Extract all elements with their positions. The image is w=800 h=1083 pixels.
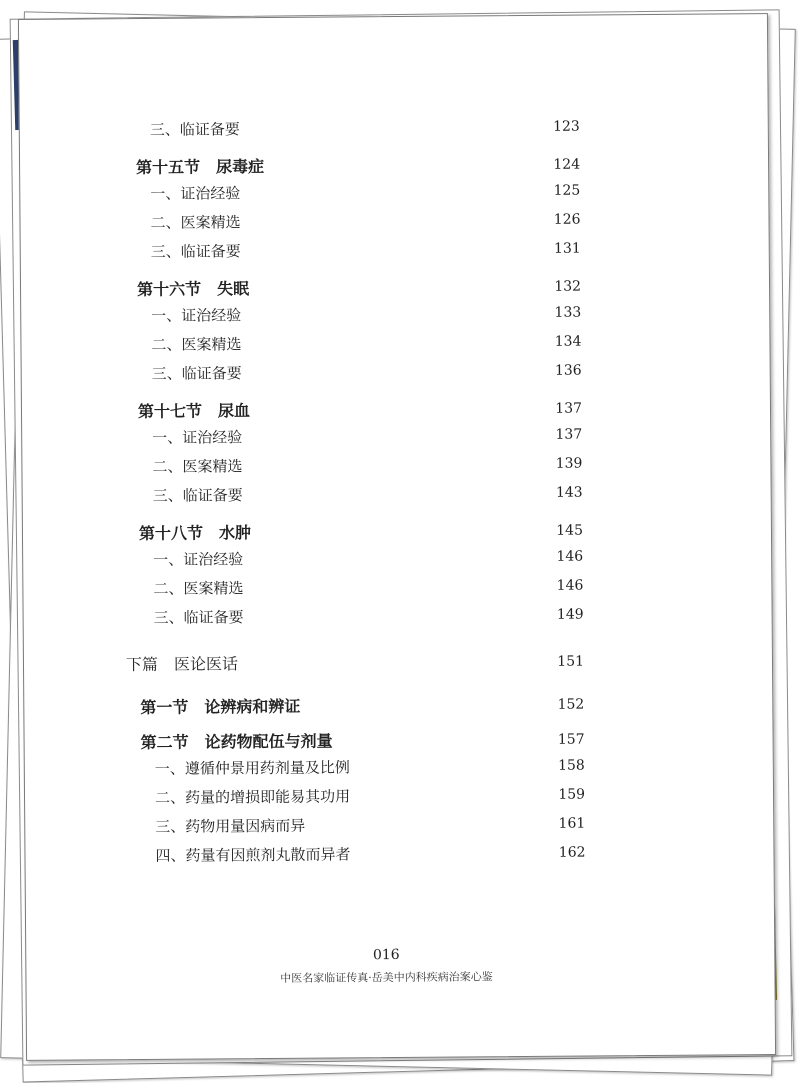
- toc-entry-page: 124: [553, 156, 581, 173]
- toc-subentry: [22, 423, 582, 451]
- toc-subentry: [23, 481, 583, 509]
- toc-entry-page: 126: [553, 211, 581, 228]
- toc-subentry: [23, 545, 583, 573]
- toc-entry-title: 第十六节 失眠: [136, 279, 250, 300]
- toc-entry-title: 第十七节 尿血: [137, 401, 251, 422]
- toc-entry-title: 一、证治经验: [151, 306, 242, 325]
- toc-entry-title: 第二节 论药物配伍与剂量: [140, 731, 333, 753]
- toc-subentry: [21, 237, 581, 265]
- toc-part-entry: [24, 650, 584, 678]
- toc-entry-page: 162: [558, 844, 586, 861]
- page-number: 016: [372, 946, 400, 964]
- toc-entry-page: 133: [554, 304, 582, 321]
- toc-section-entry: [20, 153, 580, 181]
- toc-subentry: [25, 812, 585, 840]
- toc-entry-title: 一、遵循仲景用药剂量及比例: [154, 758, 350, 778]
- toc-entry-title: 第十八节 水肿: [138, 523, 252, 544]
- toc-entry-title: 第十五节 尿毒症: [136, 157, 265, 178]
- toc-entry-page: 159: [558, 786, 586, 803]
- toc-entry-page: 152: [557, 696, 585, 713]
- toc-subentry: [24, 603, 584, 631]
- toc-entry-page: 134: [554, 333, 582, 350]
- toc-entry-title: 三、临证备要: [153, 608, 244, 627]
- toc-entry-title: 第一节 论辨病和辨证: [140, 696, 301, 718]
- toc-section-entry: [21, 275, 581, 303]
- toc-entry-title: 三、临证备要: [150, 242, 241, 261]
- toc-subentry: [21, 330, 581, 358]
- toc-entry-page: 131: [553, 240, 581, 257]
- toc-entry-page: 146: [556, 577, 584, 594]
- toc-entry-page: 143: [555, 484, 583, 501]
- toc-subentry: [20, 179, 580, 207]
- toc-subentry: [25, 754, 585, 782]
- toc-subentry: [25, 841, 585, 869]
- toc-subentry: [20, 115, 580, 143]
- toc-entry-page: 125: [553, 182, 581, 199]
- toc-entry-page: 132: [554, 278, 582, 295]
- document-page: [18, 13, 776, 1061]
- toc-section-entry: [25, 728, 585, 756]
- toc-entry-title: 一、证治经验: [153, 550, 244, 569]
- toc-entry-title: 二、医案精选: [150, 213, 241, 232]
- toc-entry-page: 137: [555, 426, 583, 443]
- toc-section-entry: [22, 397, 582, 425]
- toc-entry-page: 137: [555, 400, 583, 417]
- toc-entry-page: 146: [556, 548, 584, 565]
- toc-entry-title: 三、临证备要: [151, 364, 242, 383]
- toc-subentry: [21, 301, 581, 329]
- toc-entry-title: 三、临证备要: [149, 120, 240, 139]
- toc-entry-page: 149: [556, 606, 584, 623]
- toc-entry-title: 二、医案精选: [152, 457, 243, 476]
- toc-entry-page: 123: [552, 118, 580, 135]
- toc-entry-title: 二、医案精选: [151, 335, 242, 354]
- toc-section-entry: [24, 693, 584, 721]
- toc-entry-page: 136: [554, 362, 582, 379]
- toc-entry-title: 三、临证备要: [152, 486, 243, 505]
- toc-entry-page: 157: [557, 731, 585, 748]
- toc-subentry: [23, 574, 583, 602]
- toc-entry-title: 一、证治经验: [152, 428, 243, 447]
- toc-subentry: [22, 452, 582, 480]
- toc-entry-title: 三、药物用量因病而异: [155, 816, 306, 836]
- toc-entry-page: 145: [556, 522, 584, 539]
- toc-entry-page: 158: [558, 757, 585, 774]
- toc-entry-page: 151: [557, 653, 585, 670]
- toc-entry-title: 二、医案精选: [153, 579, 244, 598]
- toc-entry-page: 139: [555, 455, 583, 472]
- toc-entry-page: 161: [558, 815, 586, 832]
- toc-section-entry: [23, 519, 583, 547]
- toc-subentry: [20, 208, 580, 236]
- toc-subentry: [25, 783, 585, 811]
- toc-entry-title: 四、药量有因煎剂丸散而异者: [155, 845, 351, 865]
- toc-entry-title: 二、药量的增损即能易其功用: [154, 787, 351, 807]
- book-title-footer: 中医名家临证传真·岳美中内科疾病治案心鉴: [280, 970, 493, 985]
- toc-subentry: [22, 359, 582, 387]
- toc-entry-title: 一、证治经验: [150, 184, 241, 203]
- toc-entry-title: 下篇 医论医话: [125, 654, 239, 675]
